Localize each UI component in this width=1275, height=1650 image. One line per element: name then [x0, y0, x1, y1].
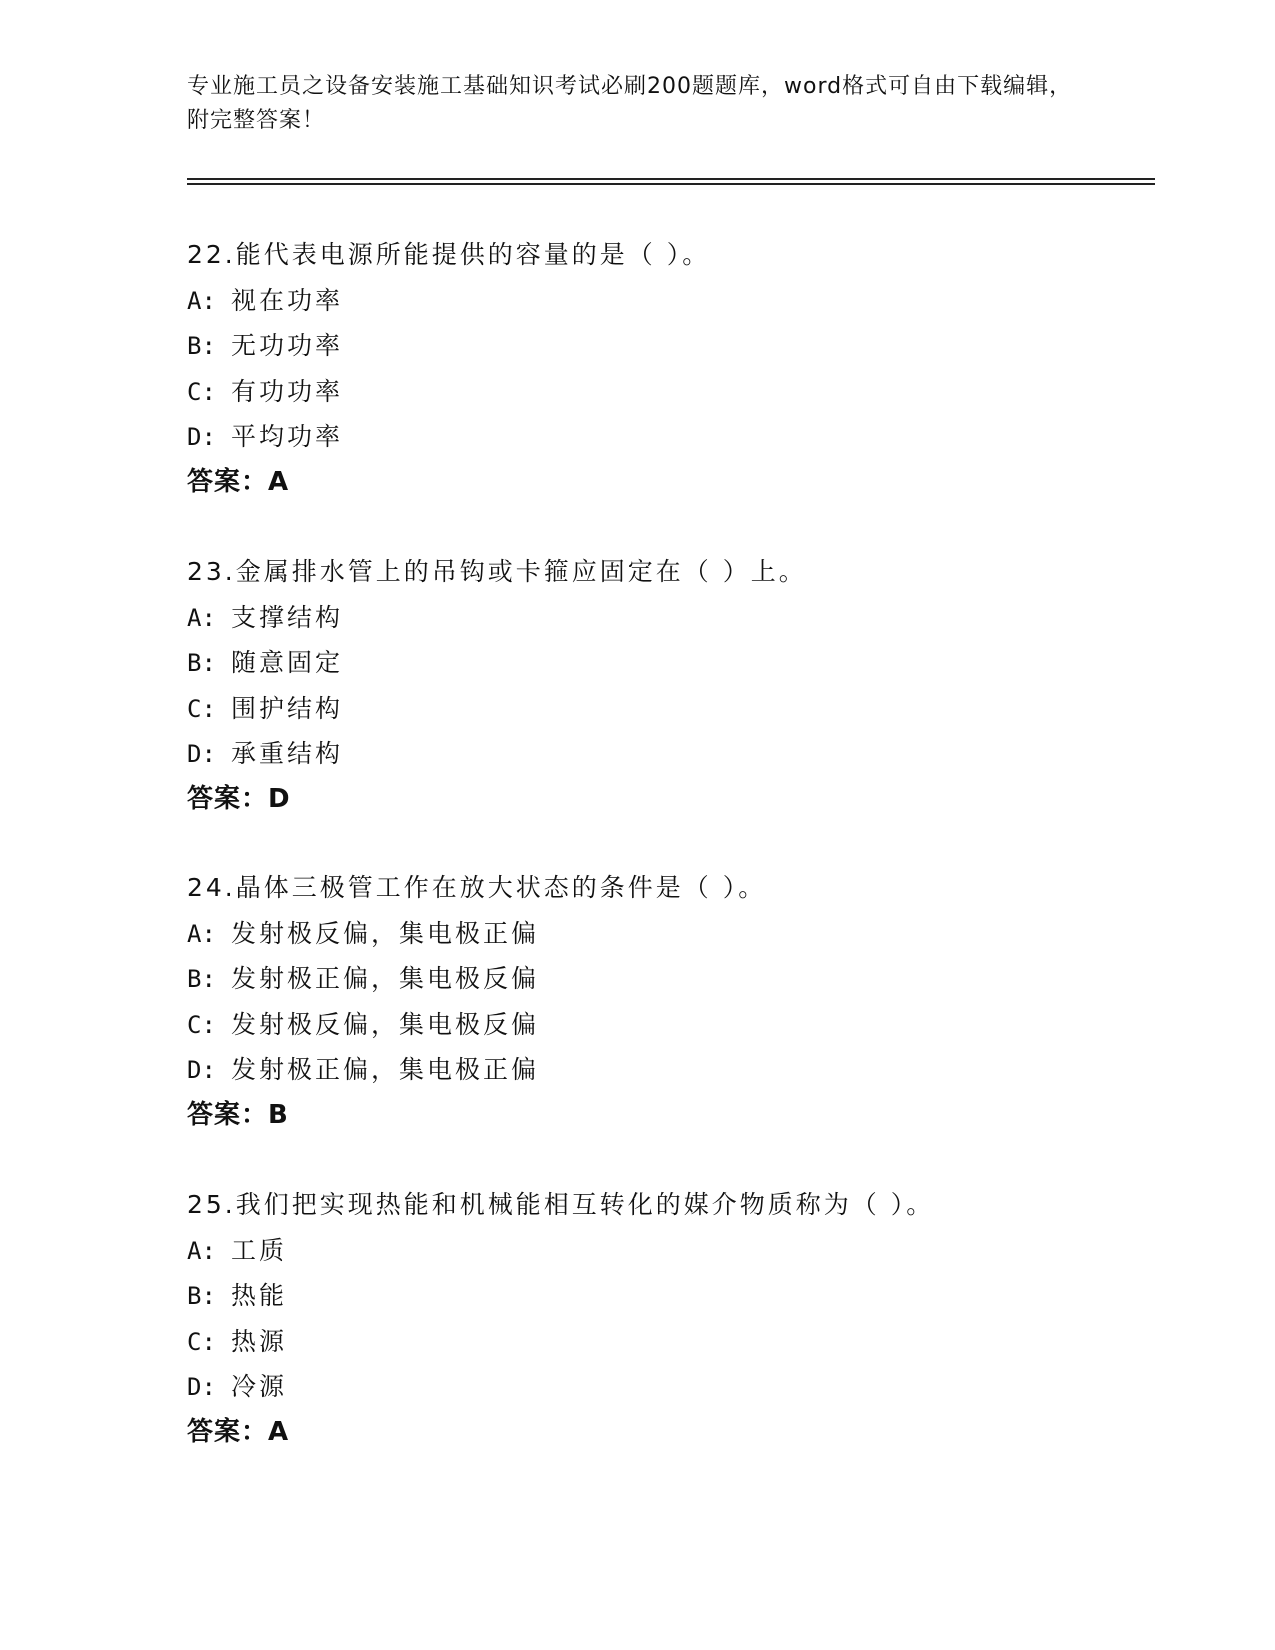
option-key: B:: [187, 1282, 216, 1310]
answer-label: 答案：B: [187, 1099, 289, 1130]
option-text: 冷源: [231, 1372, 288, 1401]
option-text: 热源: [231, 1326, 288, 1356]
header-divider-top: [187, 178, 1155, 180]
question-24: [187, 865, 1147, 1138]
option-d: [187, 414, 1147, 460]
option-key: D:: [187, 1373, 216, 1401]
option-text: 支撑结构: [231, 602, 344, 632]
question-title: 24.晶体三极管工作在放大状态的条件是（ ）。: [187, 873, 767, 902]
option-key: D:: [187, 423, 216, 451]
question-25: [187, 1182, 1147, 1455]
option-text: 视在功率: [231, 285, 344, 315]
option-text: 发射极正偏，集电极反偏: [231, 964, 540, 993]
question-23: [187, 549, 1147, 822]
question-22: [187, 232, 1147, 505]
option-text: 围护结构: [231, 693, 344, 723]
option-text: 发射极反偏，集电极正偏: [231, 918, 540, 948]
option-key: A:: [187, 919, 216, 948]
option-a: [187, 1228, 1147, 1274]
option-key: D:: [187, 1056, 216, 1084]
option-key: C:: [187, 1327, 216, 1356]
option-c: [187, 686, 1147, 732]
document-header: 专业施工员之设备安装施工基础知识考试必刷200题题库，word格式可自由下载编辑，附完整答案！: [187, 74, 1073, 133]
option-key: A:: [187, 286, 216, 315]
option-key: C:: [187, 1010, 216, 1039]
header-divider-bottom: [187, 183, 1155, 185]
option-b: [187, 640, 1147, 686]
option-key: B:: [187, 965, 216, 993]
option-d: [187, 1047, 1147, 1093]
question-title: 22.能代表电源所能提供的容量的是（ ）。: [187, 240, 711, 269]
option-text: 平均功率: [231, 422, 344, 451]
option-b: [187, 1273, 1147, 1319]
option-text: 发射极正偏，集电极正偏: [231, 1055, 540, 1084]
option-text: 工质: [231, 1235, 288, 1265]
option-key: B:: [187, 649, 216, 677]
option-c: [187, 1002, 1147, 1048]
option-text: 热能: [231, 1281, 288, 1310]
option-key: A:: [187, 1236, 216, 1265]
answer-label: 答案：D: [187, 783, 291, 814]
option-a: [187, 595, 1147, 641]
answer-label: 答案：A: [187, 466, 290, 497]
option-d: [187, 731, 1147, 777]
option-key: A:: [187, 603, 216, 632]
option-text: 发射极反偏，集电极反偏: [231, 1009, 540, 1039]
option-key: C:: [187, 377, 216, 406]
option-text: 无功功率: [231, 331, 344, 360]
answer-label: 答案：A: [187, 1416, 290, 1447]
option-text: 有功功率: [231, 376, 344, 406]
question-title: 25.我们把实现热能和机械能相互转化的媒介物质称为（ ）。: [187, 1190, 935, 1219]
option-a: [187, 911, 1147, 957]
option-b: [187, 956, 1147, 1002]
option-text: 随意固定: [231, 648, 344, 677]
option-c: [187, 1319, 1147, 1365]
option-b: [187, 323, 1147, 369]
option-key: C:: [187, 694, 216, 723]
option-a: [187, 278, 1147, 324]
option-text: 承重结构: [231, 739, 344, 768]
option-c: [187, 369, 1147, 415]
option-d: [187, 1364, 1147, 1410]
option-key: B:: [187, 332, 216, 360]
option-key: D:: [187, 740, 216, 768]
question-title: 23.金属排水管上的吊钩或卡箍应固定在（ ）上。: [187, 557, 807, 586]
